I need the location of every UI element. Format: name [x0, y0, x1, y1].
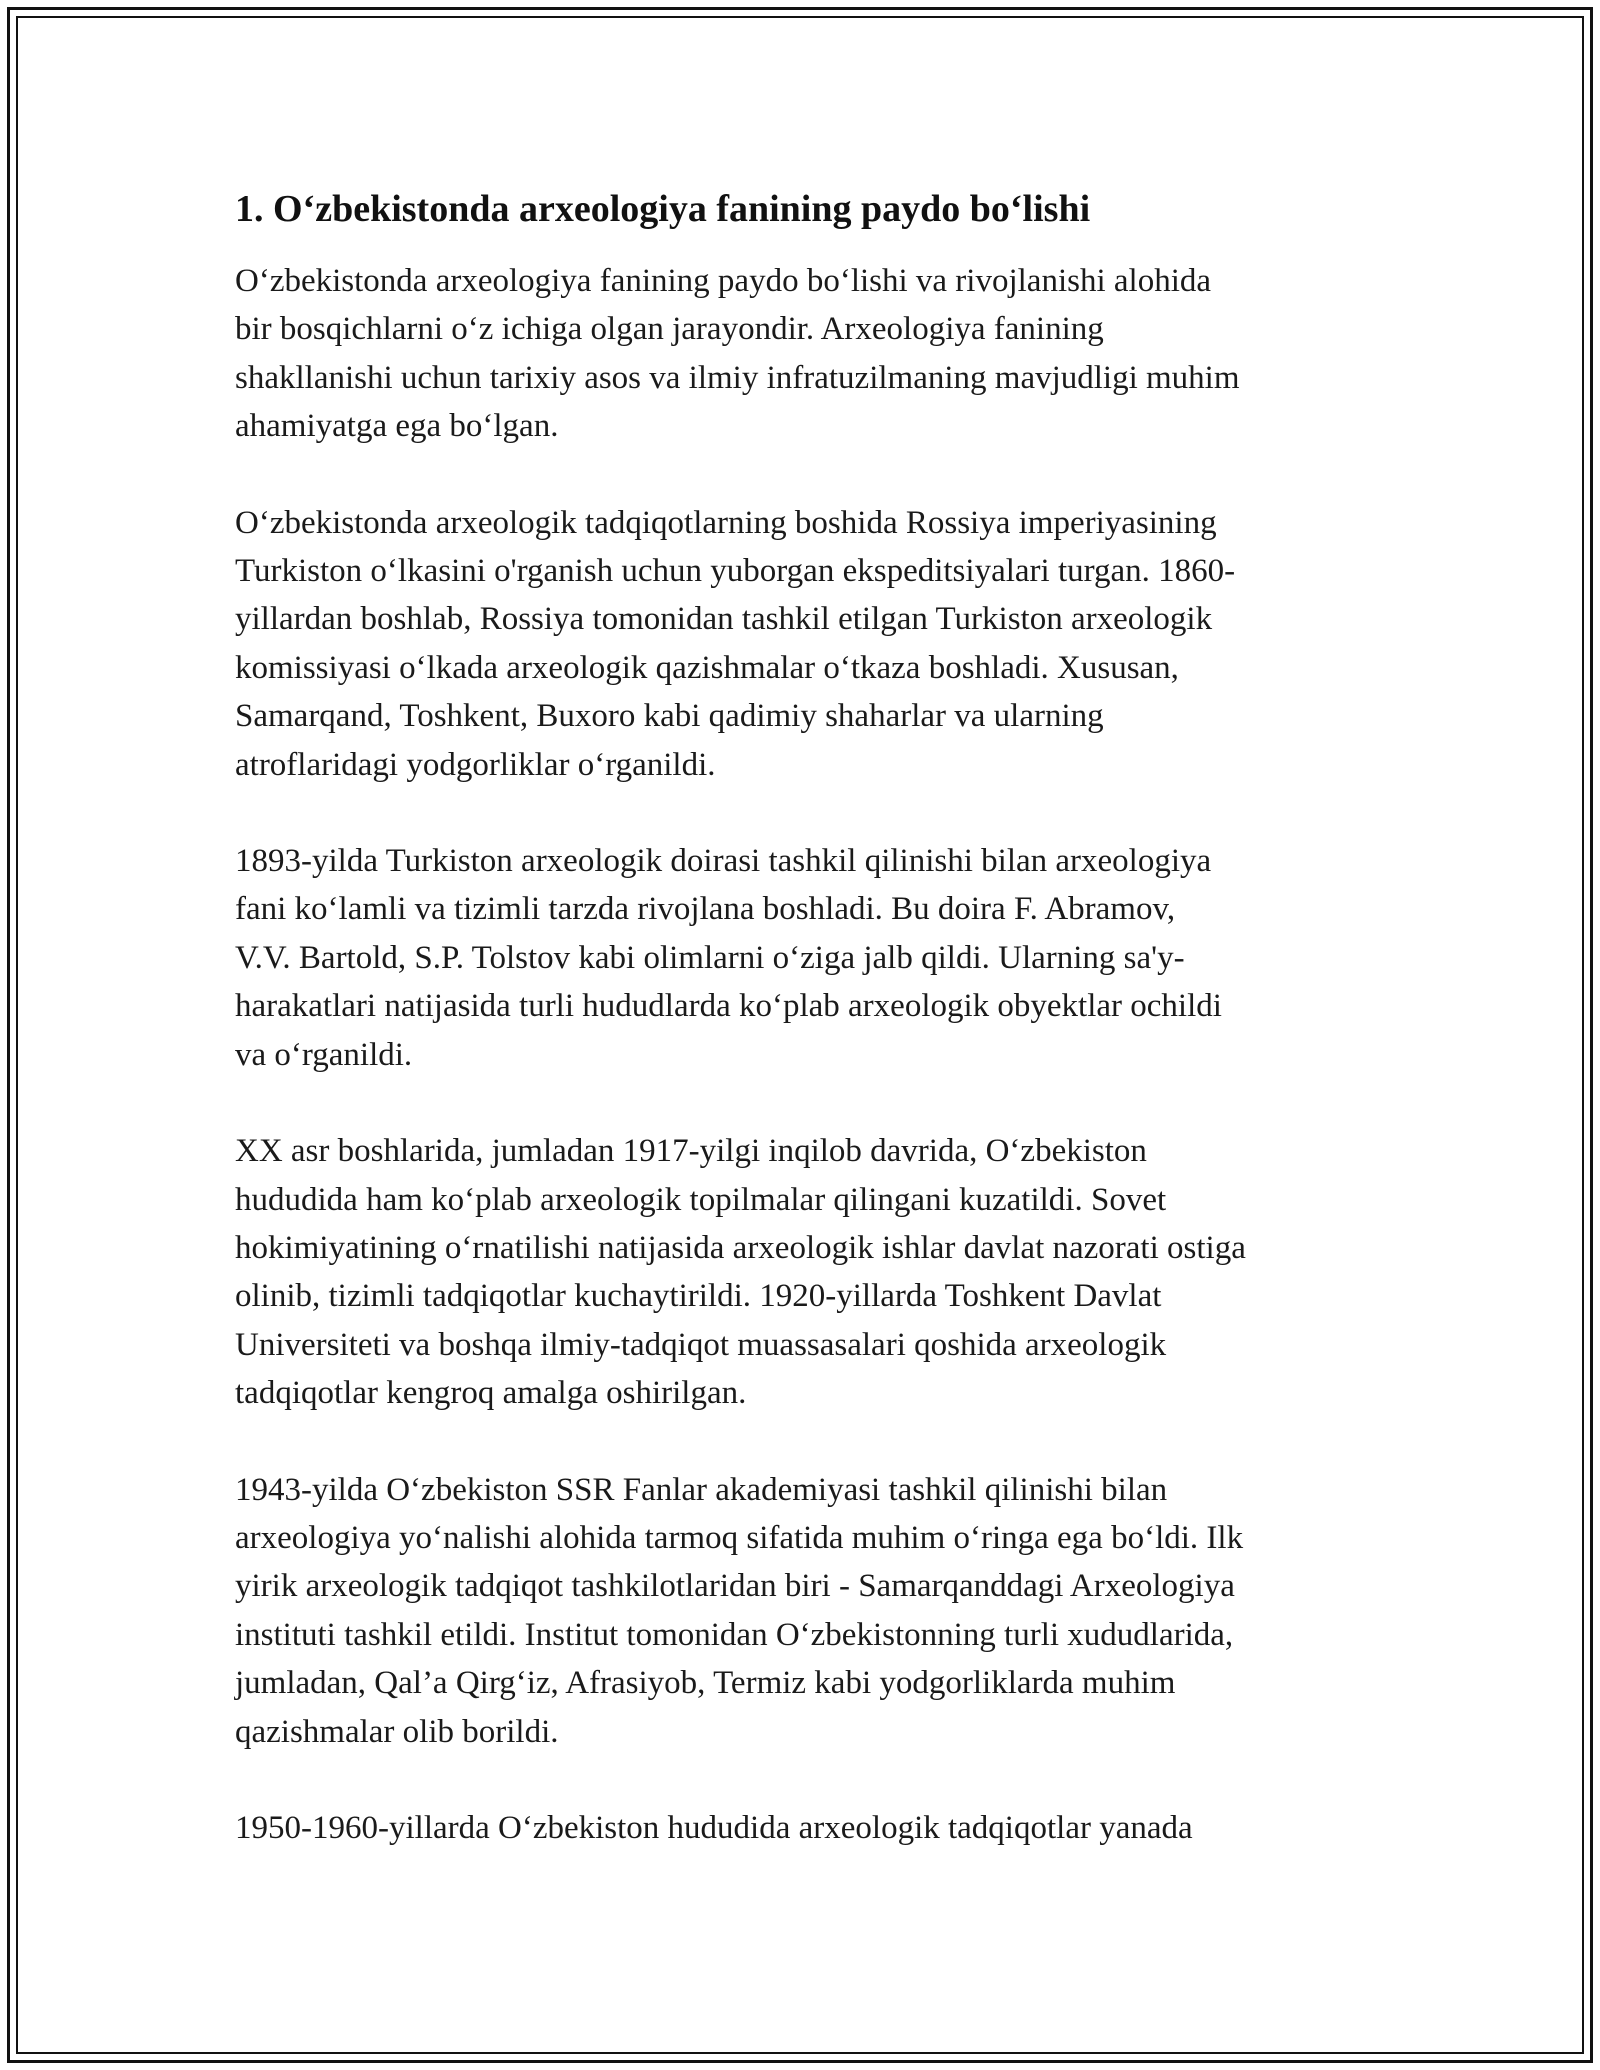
paragraph-line: 1943-yilda O‘zbekiston SSR Fanlar akademiyasi tashkil qilinishi bilan — [235, 1471, 1168, 1508]
paragraph-line: XX asr boshlarida, jumladan 1917-yilgi inqilob davrida, O‘zbekiston — [235, 1133, 1147, 1170]
paragraph-line: olinib, tizimli tadqiqotlar kuchaytirildi. 1920-yillarda Toshkent Davlat — [235, 1278, 1162, 1315]
paragraph-line: tadqiqotlar kengroq amalga oshirilgan. — [235, 1375, 747, 1412]
paragraph-line: Samarqand, Toshkent, Buxoro kabi qadimiy shaharlar va ularning — [235, 698, 1104, 735]
paragraph-line: O‘zbekistonda arxeologiya fanining paydo bo‘lishi va rivojlanishi alohida — [235, 263, 1212, 299]
paragraph-4 — [235, 1127, 1365, 1417]
paragraph-1 — [235, 257, 1365, 451]
section-heading: 1. O‘zbekistonda arxeologiya fanining paydo bo‘lishi — [235, 188, 1091, 230]
paragraph-line: Turkiston o‘lkasini o'rganish uchun yuborgan ekspeditsiyalari turgan. 1860- — [235, 553, 1236, 590]
paragraph-line: fani ko‘lamli va tizimli tarzda rivojlana boshladi. Bu doira F. Abramov, — [235, 891, 1176, 928]
paragraph-line: jumladan, Qal’a Qirg‘iz, Afrasiyob, Termiz kabi yodgorliklarda muhim — [235, 1665, 1176, 1702]
paragraph-line: yillardan boshlab, Rossiya tomonidan tashkil etilgan Turkiston arxeologik — [235, 601, 1213, 638]
paragraph-line: 1950-1960-yillarda O‘zbekiston hududida arxeologik tadqiqotlar yanada — [235, 1809, 1193, 1846]
paragraph-line: bir bosqichlarni o‘z ichiga olgan jarayondir. Arxeologiya fanining — [235, 311, 1104, 348]
paragraph-line: atroflaridagi yodgorliklar o‘rganildi. — [235, 746, 716, 783]
paragraph-line: instituti tashkil etildi. Institut tomonidan O‘zbekistonning turli xududlarida, — [235, 1616, 1234, 1653]
paragraph-2 — [235, 499, 1365, 789]
paragraph-3 — [235, 837, 1365, 1079]
paragraph-line: O‘zbekistonda arxeologik tadqiqotlarning boshida Rossiya imperiyasining — [235, 504, 1217, 541]
paragraph-line: komissiyasi o‘lkada arxeologik qazishmalar o‘tkaza boshladi. Xususan, — [235, 649, 1179, 686]
paragraph-6 — [235, 1804, 1365, 1852]
paragraph-line: ahamiyatga ega bo‘lgan. — [235, 408, 559, 445]
paragraph-line: arxeologiya yo‘nalishi alohida tarmoq sifatida muhim o‘ringa ega bo‘ldi. Ilk — [235, 1519, 1244, 1556]
paragraph-line: harakatlari natijasida turli hududlarda ko‘plab arxeologik obyektlar ochildi — [235, 988, 1222, 1025]
document-body — [235, 185, 1365, 1900]
paragraph-line: Universiteti va boshqa ilmiy-tadqiqot muassasalari qoshida arxeologik — [235, 1326, 1167, 1363]
paragraph-line: hududida ham ko‘plab arxeologik topilmalar qilingani kuzatildi. Sovet — [235, 1181, 1167, 1218]
paragraph-line: qazishmalar olib borildi. — [235, 1713, 559, 1750]
paragraph-5 — [235, 1466, 1365, 1756]
paragraph-line: yirik arxeologik tadqiqot tashkilotlaridan biri - Samarqanddagi Arxeologiya — [235, 1568, 1235, 1605]
paragraph-line: V.V. Bartold, S.P. Tolstov kabi olimlarni o‘ziga jalb qildi. Ularning sa'y- — [235, 939, 1185, 976]
paragraph-line: shakllanishi uchun tarixiy asos va ilmiy infratuzilmaning mavjudligi muhim — [235, 359, 1240, 396]
paragraph-line: 1893-yilda Turkiston arxeologik doirasi tashkil qilinishi bilan arxeologiya — [235, 843, 1212, 880]
paragraph-line: hokimiyatining o‘rnatilishi natijasida arxeologik ishlar davlat nazorati ostiga — [235, 1229, 1246, 1266]
paragraph-line: va o‘rganildi. — [235, 1036, 413, 1073]
